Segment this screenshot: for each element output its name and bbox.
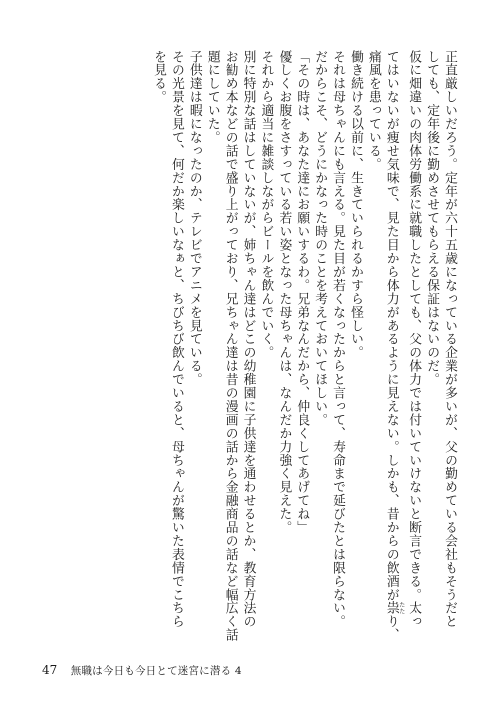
text-column: 正直厳しいだろう。定年が六十五歳になっている企業が多いが、父の勤めている会社もそうだと bbox=[442, 50, 457, 629]
text-column: 優しくお腹をさすっている若い姿となった母ちゃんは、なんだか力強く見えた。 bbox=[276, 50, 292, 535]
text-column: 働き続ける以前に、生きていられるかすら怪しい。 bbox=[347, 50, 363, 360]
text-column: しても、定年後に勤めさせてもらえる保証はないのだ。 bbox=[424, 50, 440, 387]
text-column: 痛風を患っている。 bbox=[365, 50, 381, 172]
text-column: だからこそ、どうにかなった時のことを考えておいてほしい。 bbox=[312, 50, 328, 427]
furigana-reading: たた bbox=[397, 601, 405, 615]
text-column: 題にしていた。 bbox=[204, 50, 220, 145]
furigana-ruby: 祟 たた bbox=[383, 601, 405, 615]
page-footer bbox=[42, 663, 242, 678]
text-column: 別に特別な話はしていないが、姉ちゃん達はどこの幼稚園に子供達を通わせるとか、教育方法の bbox=[240, 50, 256, 629]
text-column: を見る。 bbox=[151, 50, 166, 104]
text-column: てはいないが痩せ気味で、見た目から体力があるように見えない。しかも、昔からの飲酒が祟 たたり、 bbox=[383, 50, 405, 642]
text-column: 「その時は、あなた達にお願いするわ。兄弟なんだから、仲良くしてあげてね」 bbox=[294, 50, 310, 535]
book-title: 無職は今日も今日とて迷宮に潜る 4 bbox=[70, 665, 242, 677]
text-column: それは母ちゃんにも言える。見た目が若くなったからと言って、寿命まで延びたとは限らない。 bbox=[330, 50, 346, 629]
text-column: 子供達は暇になったのか、テレビでアニメを見ている。 bbox=[186, 50, 202, 387]
text-column: その光景を見て、何だか楽しいなぁと、ちびちび飲んでいると、母ちゃんが驚いた表情でこちら bbox=[168, 50, 184, 629]
text-column: 仮に畑違いの肉体労働系に就職したとしても、父の体力では付いていけないと断言できる。太っ bbox=[406, 50, 422, 629]
text-column: お勧め本などの話で盛り上がっており、兄ちゃん達は昔の漫画の話から金融商品の話など幅広く話 bbox=[222, 50, 238, 642]
body-text bbox=[38, 50, 458, 650]
page-number: 47 bbox=[42, 663, 58, 677]
text-column: それから適当に雑談しながらビールを飲んでいく。 bbox=[258, 50, 274, 360]
